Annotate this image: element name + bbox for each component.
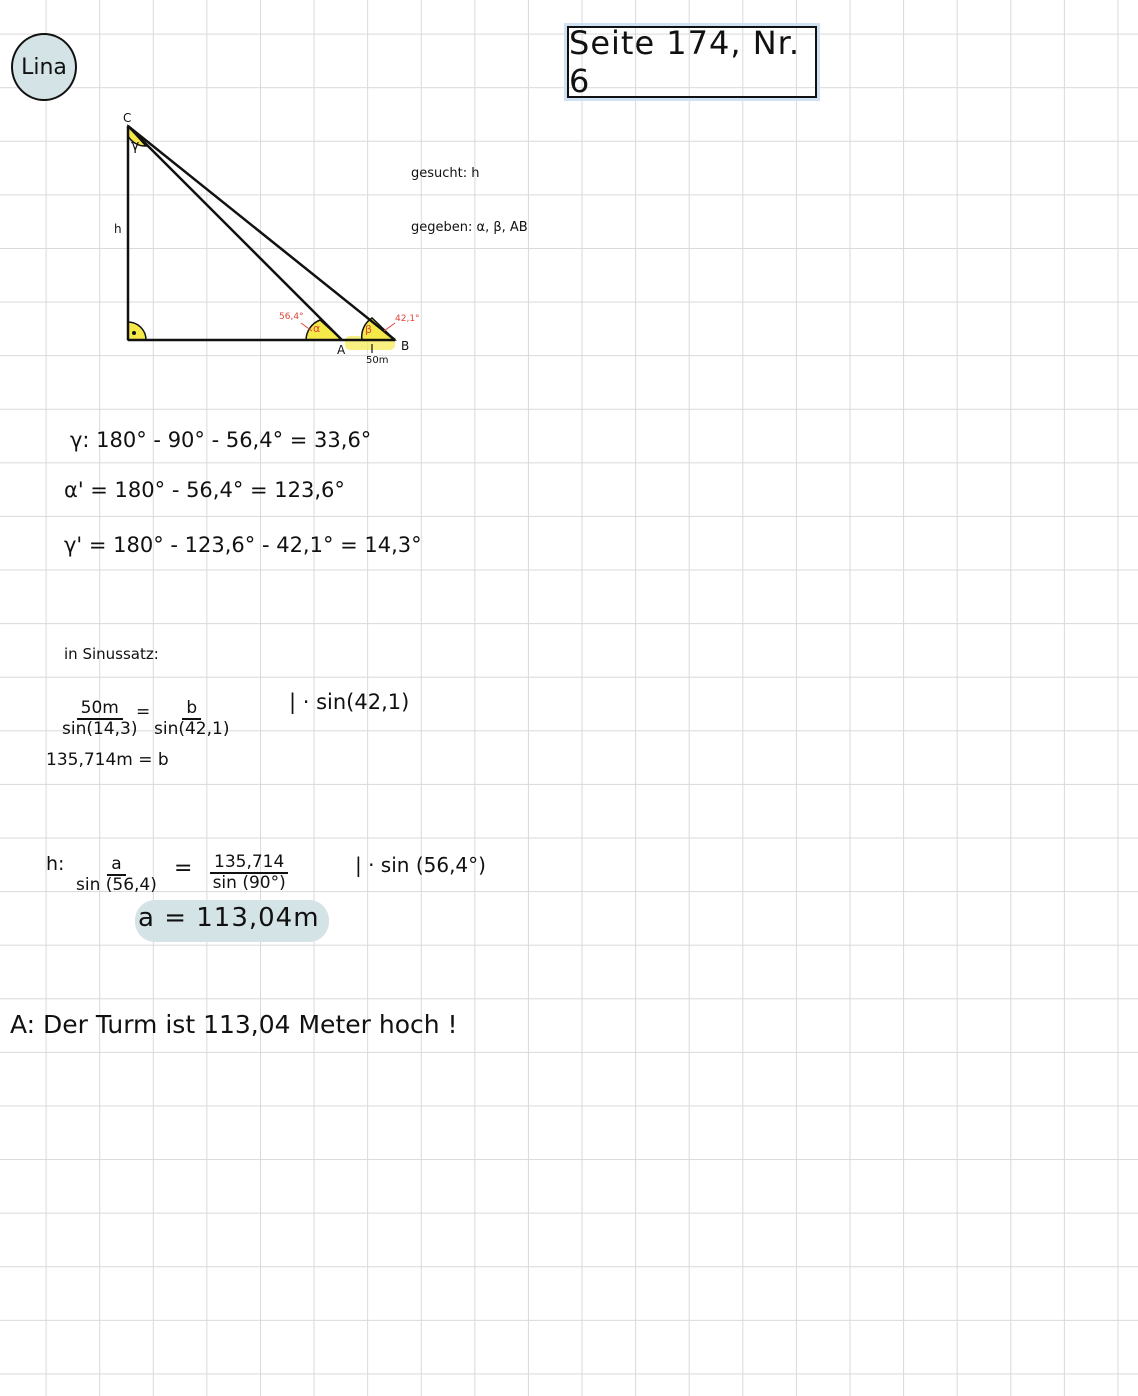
- sinussatz-operation: | · sin(42,1): [289, 690, 410, 714]
- sinussatz-rhs-num: b: [182, 700, 201, 720]
- gamma-prime-step: γ' = 180° - 123,6° - 42,1° = 14,3°: [64, 533, 422, 557]
- height-lhs-den: sin (56,4): [76, 874, 157, 895]
- height-operation: | · sin (56,4°): [355, 853, 486, 877]
- height-result: a = 113,04m: [138, 903, 320, 933]
- sinussatz-heading: in Sinussatz:: [64, 645, 159, 663]
- height-rhs-den: sin (90°): [212, 872, 286, 893]
- page-title-text: Seite 174, Nr. 6: [569, 24, 801, 100]
- answer-text: A: Der Turm ist 113,04 Meter hoch !: [10, 1010, 458, 1039]
- sinussatz-lhs-num: 50m: [77, 700, 123, 720]
- triangle-figure: [0, 0, 1138, 420]
- sinussatz-lhs-fraction: [60, 700, 139, 739]
- alpha-symbol: α: [313, 322, 321, 335]
- student-name: Lina: [21, 54, 67, 80]
- line-ca: [128, 126, 342, 340]
- sinussatz-rhs-fraction: [152, 700, 231, 739]
- gamma-symbol: γ: [131, 138, 140, 154]
- alpha-prime-step: α' = 180° - 56,4° = 123,6°: [64, 478, 345, 502]
- side-h-label: h: [114, 222, 122, 236]
- sinussatz-equals: =: [136, 702, 151, 722]
- vertex-b-label: B: [401, 339, 410, 353]
- vertex-a-label: A: [337, 343, 346, 357]
- height-rhs-num: 135,714: [210, 854, 288, 874]
- gamma-step: γ: 180° - 90° - 56,4° = 33,6°: [70, 428, 372, 452]
- alpha-value-label: 56,4°: [279, 312, 304, 322]
- sought-text: gesucht: h: [411, 166, 480, 181]
- base-length-label: 50m: [366, 355, 389, 366]
- line-cb: [128, 126, 395, 340]
- sinussatz-lhs-den: sin(14,3): [62, 718, 138, 739]
- height-prefix: h:: [46, 853, 65, 875]
- beta-value-label: 42,1°: [395, 314, 420, 324]
- height-lhs-fraction: [74, 856, 159, 895]
- sinussatz-result: 135,714m = b: [46, 750, 169, 770]
- given-text: gegeben: α, β, AB: [411, 220, 528, 235]
- right-angle-marker: [128, 322, 146, 340]
- sinussatz-rhs-den: sin(42,1): [154, 718, 230, 739]
- height-lhs-num: a: [107, 856, 125, 876]
- height-equals: =: [174, 856, 193, 881]
- beta-symbol: β: [365, 323, 373, 336]
- height-rhs-fraction: [210, 854, 288, 893]
- vertex-c-label: C: [123, 111, 132, 125]
